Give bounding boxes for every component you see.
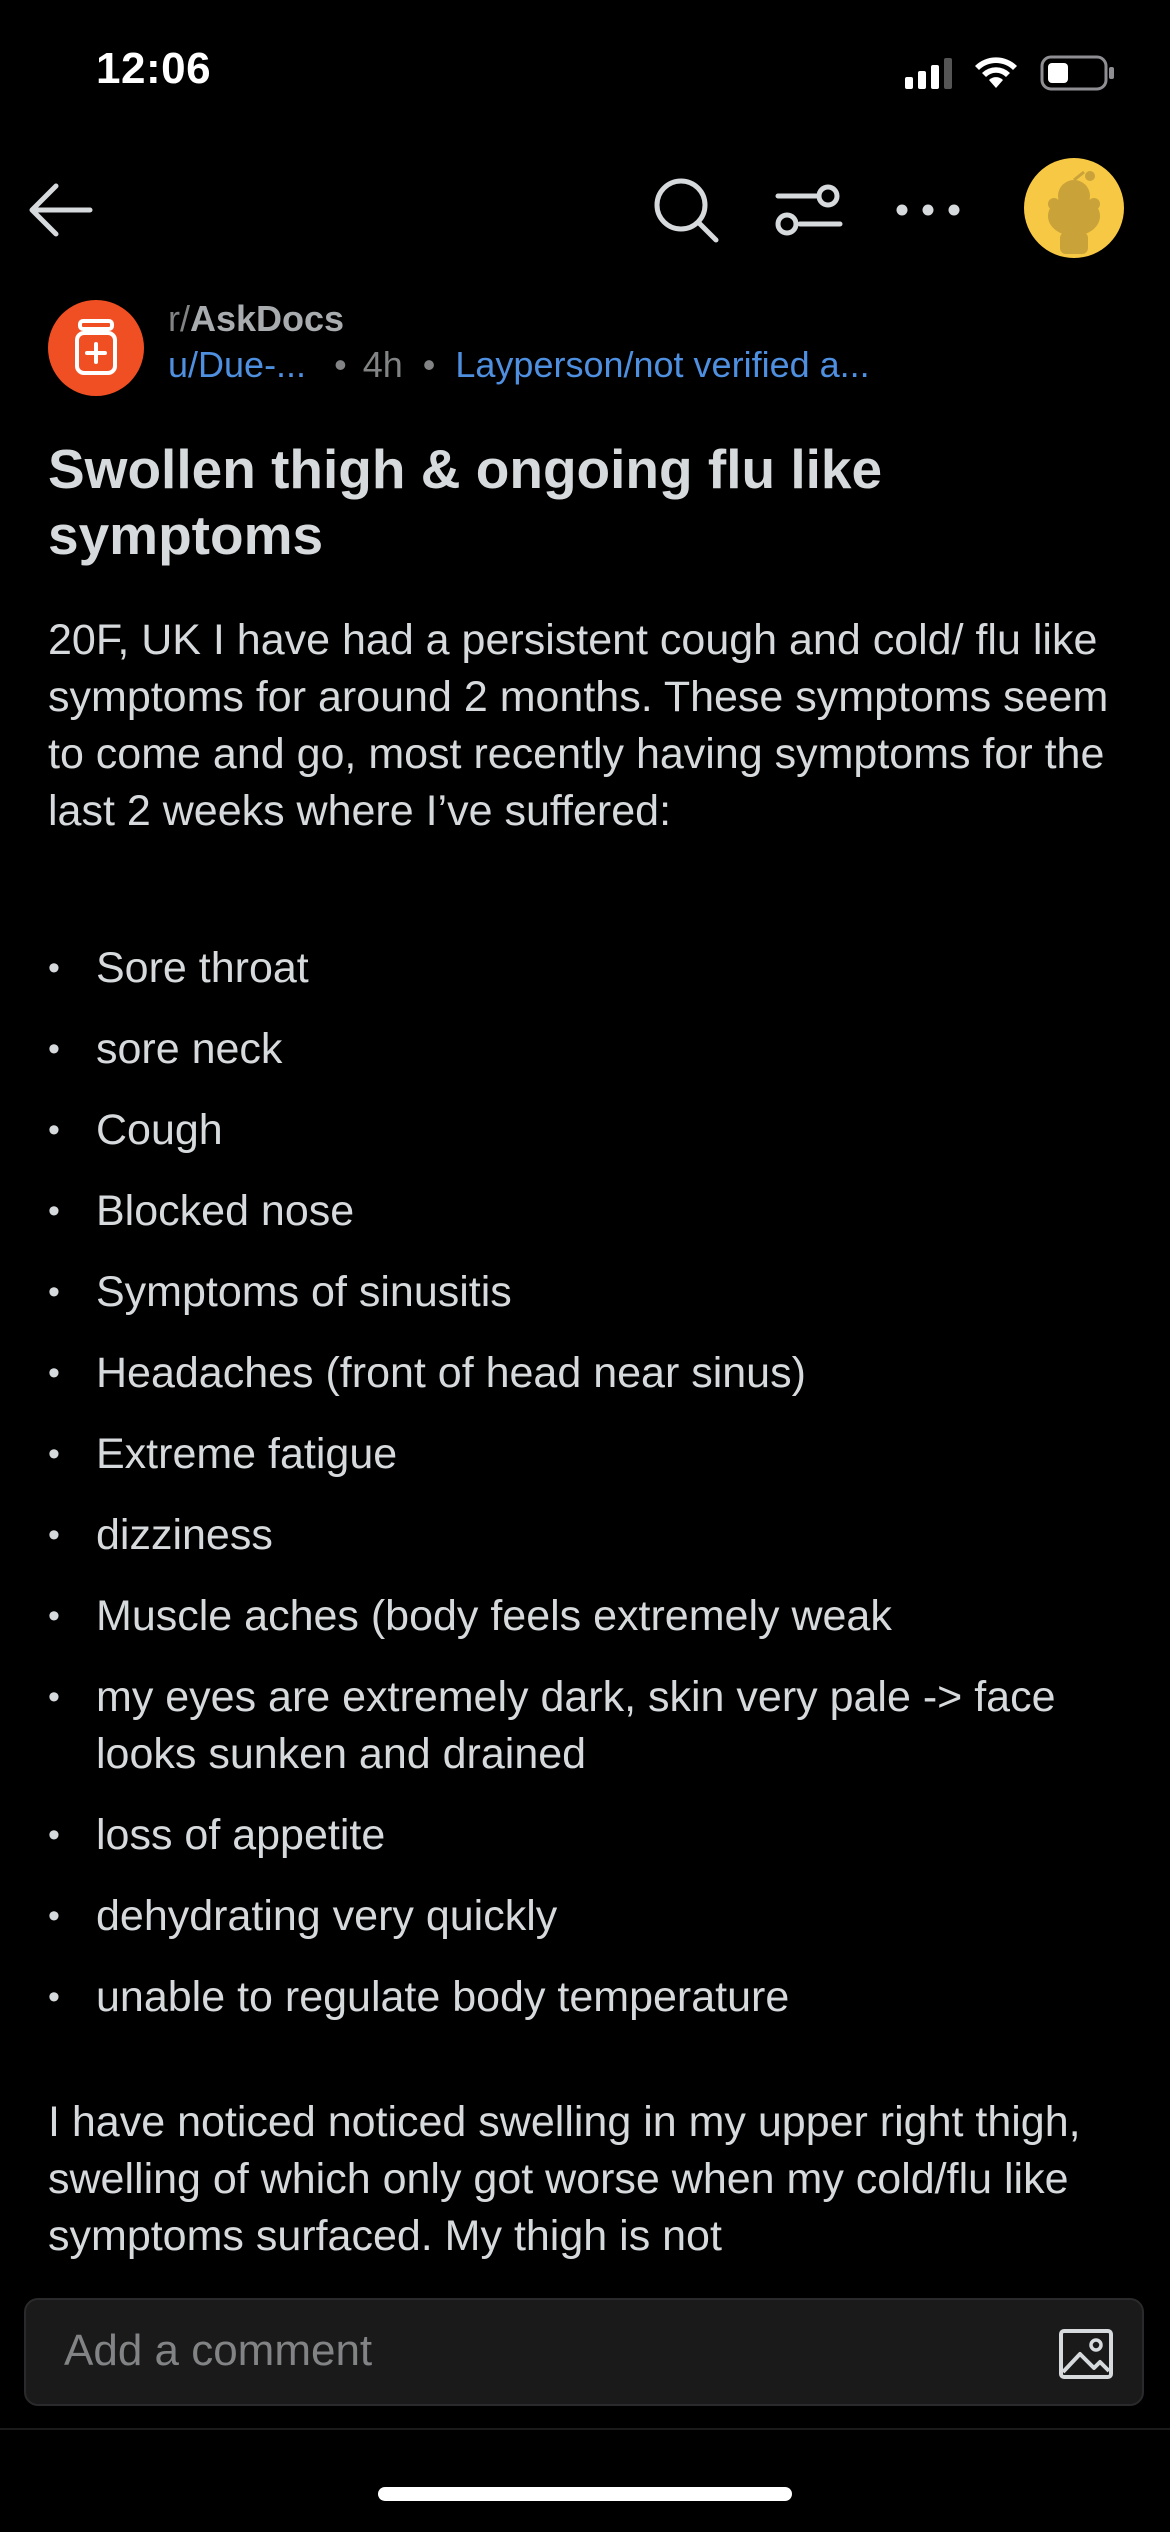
list-item: • Headaches (front of head near sinus) <box>48 1345 1138 1402</box>
comment-placeholder: Add a comment <box>64 2326 373 2375</box>
user-flair[interactable]: Layperson/not verified a... <box>455 344 870 385</box>
meta-separator: • <box>422 344 436 385</box>
post-body-continuation: I have noticed noticed swelling in my upper right thigh, swelling of which only got worse when my cold/flu like symptoms surfaced. My thigh is not <box>48 2098 1081 2260</box>
search-icon <box>650 174 722 246</box>
attach-image-button[interactable] <box>1058 2326 1114 2382</box>
divider <box>0 2428 1170 2430</box>
symptoms-list <box>48 940 1138 2050</box>
post-meta <box>168 344 870 386</box>
subreddit-name: AskDocs <box>190 298 345 339</box>
status-time: 12:06 <box>96 44 212 93</box>
list-item: • Cough <box>48 1102 1138 1159</box>
list-item: • Symptoms of sinusitis <box>48 1264 1138 1321</box>
back-button[interactable] <box>20 170 100 250</box>
image-icon <box>1058 2326 1114 2382</box>
more-horizontal-icon <box>892 200 964 220</box>
meta-separator: • <box>334 344 347 385</box>
wifi-icon <box>974 56 1018 90</box>
more-options-button[interactable] <box>888 170 968 250</box>
post-title: Swollen thigh & ongoing flu like symptoms <box>48 438 883 566</box>
subreddit-avatar[interactable] <box>48 300 144 396</box>
list-item: • Blocked nose <box>48 1183 1138 1240</box>
list-item: • Muscle aches (body feels extremely weak <box>48 1588 1138 1645</box>
home-indicator[interactable] <box>378 2487 792 2501</box>
medicine-bottle-icon <box>71 319 121 377</box>
snoo-avatar-icon <box>1024 158 1124 258</box>
post-header <box>48 290 1128 400</box>
list-item: • my eyes are extremely dark, skin very pale -> face looks sunken and drained <box>48 1669 1138 1783</box>
sort-filter-button[interactable] <box>768 170 848 250</box>
cellular-signal-icon <box>905 57 952 89</box>
battery-icon <box>1040 54 1116 92</box>
list-item: • dehydrating very quickly <box>48 1888 1138 1945</box>
post-age: 4h <box>362 344 403 385</box>
search-button[interactable] <box>646 170 726 250</box>
list-item: • dizziness <box>48 1507 1138 1564</box>
user-avatar-button[interactable] <box>1024 158 1124 258</box>
list-item: • Sore throat <box>48 940 1138 997</box>
arrow-left-icon <box>24 174 96 246</box>
status-icons <box>905 54 1116 92</box>
status-bar <box>0 0 1170 150</box>
list-item: • Extreme fatigue <box>48 1426 1138 1483</box>
post-body-intro: 20F, UK I have had a persistent cough and cold/ flu like symptoms for around 2 months. These symptoms seem to come and go, most recently having symptoms for the last 2 weeks where I’ve suffered: <box>48 616 1109 835</box>
list-item: • unable to regulate body temperature <box>48 1969 1138 2026</box>
sort-filter-icon <box>772 174 844 246</box>
author-link[interactable]: u/Due-... <box>168 344 307 385</box>
subreddit-name-link[interactable] <box>168 298 344 340</box>
list-item: • sore neck <box>48 1021 1138 1078</box>
comment-input[interactable] <box>24 2298 1144 2406</box>
top-nav-bar <box>0 150 1170 270</box>
list-item: • loss of appetite <box>48 1807 1138 1864</box>
subreddit-prefix: r/ <box>168 298 190 339</box>
